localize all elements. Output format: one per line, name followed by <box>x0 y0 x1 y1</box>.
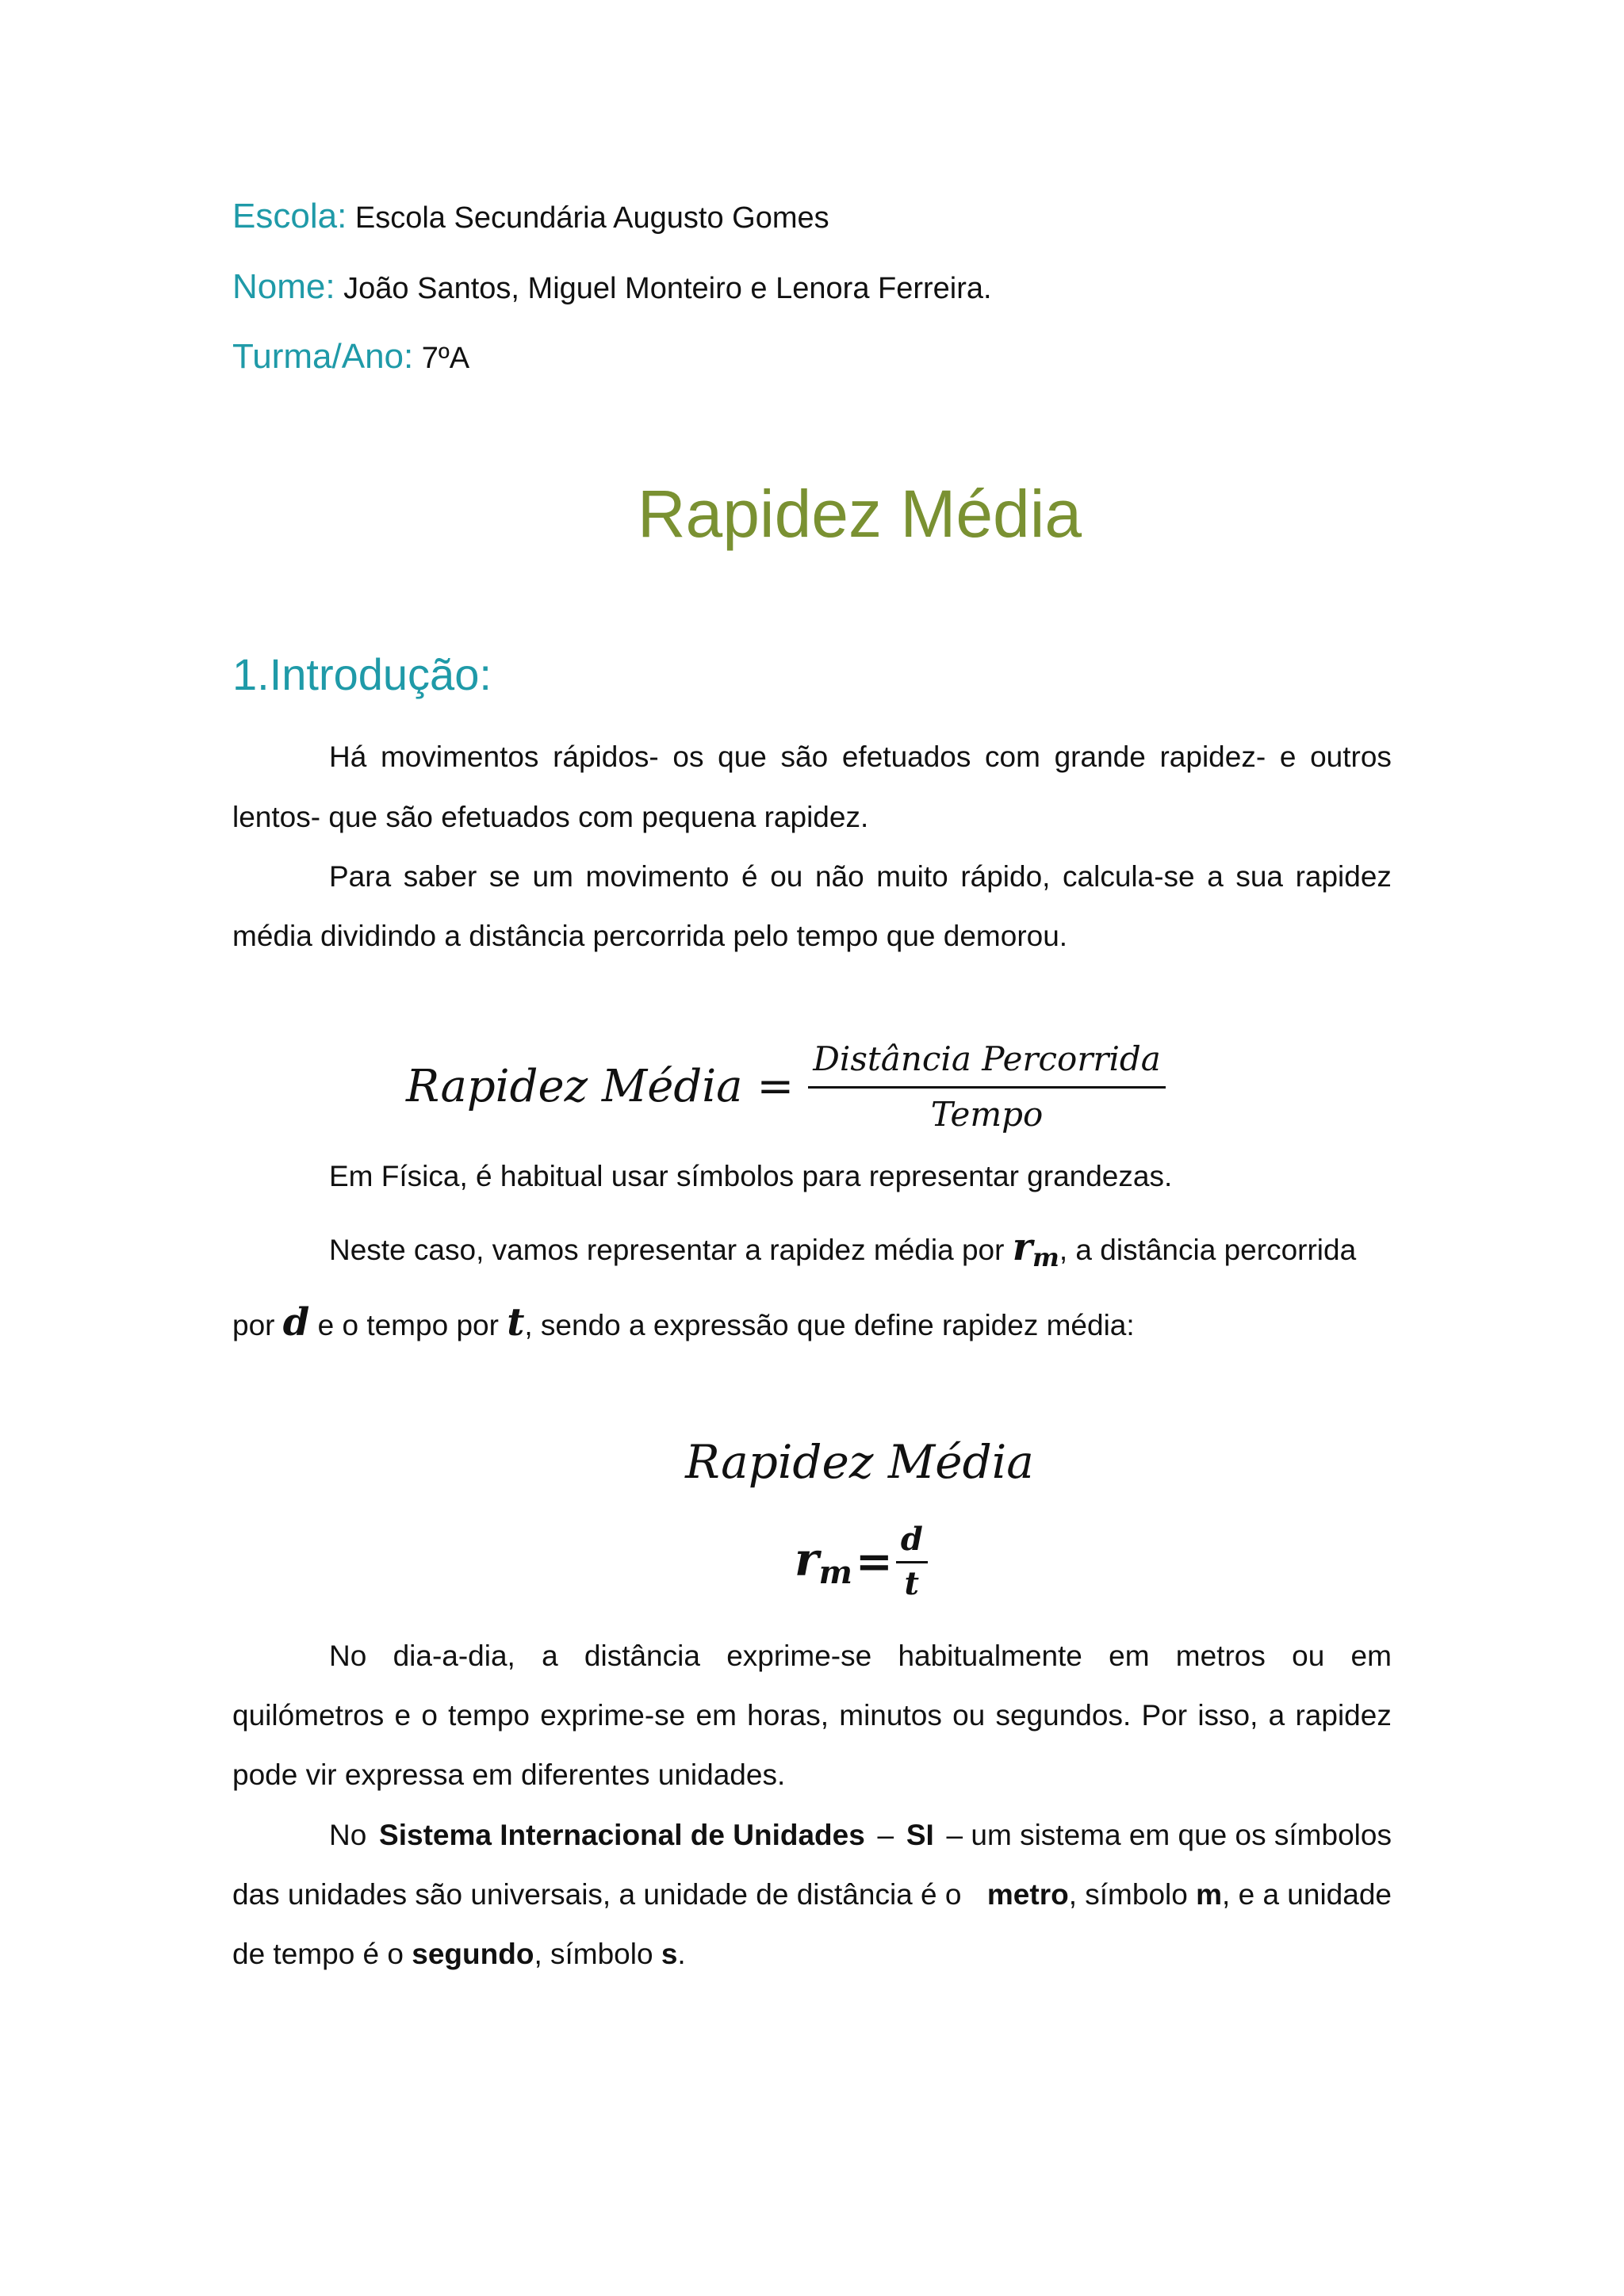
word: rapidez <box>1295 1699 1392 1732</box>
p6-l3-a: de tempo é o <box>232 1938 404 1970</box>
word: rapidez <box>1295 860 1392 893</box>
formula-2-r: r <box>795 1532 819 1586</box>
p6-l2-c: , e a unidade <box>1222 1878 1392 1911</box>
p4-line2-start: por <box>232 1309 275 1341</box>
word: quilómetros <box>232 1699 385 1732</box>
word: a <box>542 1640 558 1672</box>
formula-1-lhs: Rapidez Média = <box>406 1060 795 1112</box>
word: os <box>672 740 704 773</box>
word: e <box>394 1699 412 1732</box>
word: horas, <box>747 1699 829 1732</box>
paragraph-1-line-1 <box>329 740 1392 774</box>
p6-l1-a: No <box>329 1819 367 1851</box>
paragraph-5-line-2 <box>232 1699 1392 1732</box>
word: a <box>1268 1699 1285 1732</box>
class-value: 7ºA <box>421 342 470 375</box>
word: em <box>1350 1640 1392 1672</box>
p4-text-before: Neste caso, vamos representar a rapidez média por <box>329 1234 1005 1266</box>
word: em <box>1109 1640 1150 1672</box>
p6-l3-bold: segundo <box>412 1938 534 1970</box>
paragraph-5-line-3: pode vir expressa em diferentes unidades. <box>232 1758 786 1791</box>
p6-l2-b: , símbolo <box>1068 1878 1188 1911</box>
word: exprime-se <box>726 1640 872 1672</box>
p6-l3-bold2: s <box>661 1938 678 1970</box>
page-title: Rapidez Média <box>637 476 1082 551</box>
word: em <box>695 1699 737 1732</box>
formula-1-numerator: Distância Percorrida <box>808 1039 1166 1089</box>
word: dia-a-dia, <box>393 1640 515 1672</box>
p4-line2-end: , sendo a expressão que define rapidez média: <box>524 1309 1135 1341</box>
name-value: João Santos, Miguel Monteiro e Lenora Ferreira. <box>343 272 992 305</box>
paragraph-1-line-2: lentos- que são efetuados com pequena rapidez. <box>232 801 869 833</box>
formula-2-title: Rapidez Média <box>685 1435 1034 1489</box>
paragraph-4-line-1 <box>329 1225 1356 1272</box>
paragraph-6-line-3 <box>232 1938 686 1971</box>
paragraph-4-line-2 <box>232 1300 1135 1345</box>
symbol-t: t <box>507 1300 525 1345</box>
class-label: Turma/Ano: <box>232 337 414 376</box>
word: o <box>421 1699 438 1732</box>
word: que <box>718 740 767 773</box>
word: saber <box>403 860 477 893</box>
word: rápidos- <box>553 740 659 773</box>
word: calcula-se <box>1063 860 1195 893</box>
word: não <box>814 860 864 893</box>
school-value: Escola Secundária Augusto Gomes <box>354 201 829 235</box>
symbol-r: r <box>1012 1225 1032 1269</box>
p6-l1-b: – <box>877 1819 894 1851</box>
p6-l2-bold: metro <box>986 1878 1069 1911</box>
word: movimentos <box>380 740 539 773</box>
formula-2-m-subscript: m <box>818 1553 852 1591</box>
p6-l2-group <box>987 1878 1392 1911</box>
paragraph-6-line-2 <box>232 1878 1392 1911</box>
class-line <box>232 337 469 377</box>
formula-2-equals: = <box>855 1535 893 1588</box>
word: rápido, <box>960 860 1051 893</box>
p6-l1-c: – um sistema em que os símbolos <box>946 1819 1392 1851</box>
word: ou <box>770 860 803 893</box>
word: se <box>488 860 520 893</box>
word: e <box>1279 740 1297 773</box>
word: efetuados <box>841 740 971 773</box>
word: sua <box>1235 860 1283 893</box>
word: com <box>985 740 1040 773</box>
formula-2-rm <box>795 1533 852 1591</box>
word: exprime-se <box>540 1699 686 1732</box>
formula-rapidez-media-words <box>406 1031 1166 1142</box>
word: segundos. <box>995 1699 1132 1732</box>
school-line <box>232 197 829 236</box>
word: tempo <box>448 1699 530 1732</box>
paragraph-5-line-1 <box>329 1640 1392 1673</box>
word: Por <box>1141 1699 1188 1732</box>
word: isso, <box>1197 1699 1258 1732</box>
p6-l3-c: . <box>677 1938 686 1970</box>
formula-2-fraction <box>896 1521 928 1602</box>
word: movimento <box>585 860 730 893</box>
p6-l2-a: das unidades são universais, a unidade de distância é o <box>232 1878 962 1911</box>
word: Há <box>329 740 367 773</box>
paragraph-3: Em Física, é habitual usar símbolos para representar grandezas. <box>329 1160 1173 1192</box>
p4-text-after: , a distância percorrida <box>1059 1234 1357 1266</box>
word: outros <box>1310 740 1392 773</box>
word: grande <box>1054 740 1146 773</box>
formula-rm-equals-d-over-t <box>795 1521 928 1602</box>
symbol-m-subscript: m <box>1032 1242 1059 1272</box>
word: são <box>780 740 829 773</box>
word: distância <box>584 1640 700 1672</box>
p6-l3-b: , símbolo <box>534 1938 653 1970</box>
name-line <box>232 267 992 307</box>
word: Para <box>329 860 392 893</box>
p6-l1-bold: Sistema Internacional de Unidades <box>379 1819 865 1851</box>
section-heading: 1.Introdução: <box>232 649 492 699</box>
word: minutos <box>839 1699 942 1732</box>
word: habitualmente <box>898 1640 1082 1672</box>
formula-2-numerator: d <box>896 1521 928 1563</box>
word: um <box>532 860 573 893</box>
symbol-d: d <box>282 1300 310 1345</box>
word: muito <box>876 860 948 893</box>
paragraph-2-line-2: média dividindo a distância percorrida pelo tempo que demorou. <box>232 920 1068 952</box>
formula-1-denominator: Tempo <box>930 1094 1044 1134</box>
word: a <box>1207 860 1224 893</box>
formula-2-denominator: t <box>904 1565 920 1602</box>
school-label: Escola: <box>232 197 347 235</box>
word: No <box>329 1640 367 1672</box>
word: rapidez- <box>1159 740 1266 773</box>
word: ou <box>952 1699 986 1732</box>
word: metros <box>1175 1640 1266 1672</box>
p4-line2-mid: e o tempo por <box>317 1309 499 1341</box>
p6-l1-bold2: SI <box>906 1819 934 1851</box>
name-label: Nome: <box>232 267 335 306</box>
formula-1-fraction <box>808 1039 1166 1134</box>
paragraph-6-line-1 <box>329 1819 1392 1852</box>
p6-l2-bold2: m <box>1196 1878 1223 1911</box>
paragraph-2-line-1 <box>329 860 1392 894</box>
word: ou <box>1292 1640 1325 1672</box>
word: é <box>741 860 758 893</box>
symbol-rm <box>1012 1225 1059 1272</box>
